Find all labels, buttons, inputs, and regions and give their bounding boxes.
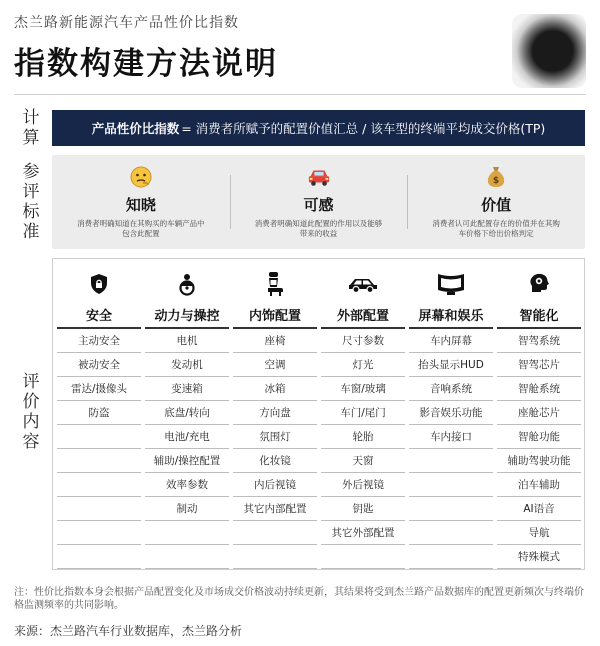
eval-column-safety <box>57 259 141 569</box>
eval-column-power <box>145 259 229 569</box>
table-cell: 内后视镜 <box>233 473 317 497</box>
table-cell: 辅助/操控配置 <box>145 449 229 473</box>
formula-bar <box>52 110 585 146</box>
criterion-awareness <box>52 155 230 249</box>
table-cell: 轮胎 <box>321 425 405 449</box>
thinking-face-icon <box>129 165 153 189</box>
shield-lock-icon <box>57 259 141 301</box>
table-cell <box>321 545 405 569</box>
table-cell <box>409 449 493 473</box>
formula-term: 产品性价比指数 <box>91 121 180 136</box>
table-cell: AI语音 <box>497 497 581 521</box>
table-cell <box>57 425 141 449</box>
section-label-char: 容 <box>22 432 40 452</box>
table-cell: 天窗 <box>321 449 405 473</box>
table-cell: 被动安全 <box>57 353 141 377</box>
table-cell: 座椅 <box>233 329 317 353</box>
header-divider <box>14 94 586 95</box>
table-cell: 车窗/玻璃 <box>321 377 405 401</box>
section-label-char: 价 <box>22 392 40 412</box>
screen-icon <box>409 259 493 301</box>
section-label-char: 标 <box>22 202 40 222</box>
section-label-char: 准 <box>22 222 40 242</box>
section-label-char: 计 <box>22 108 40 128</box>
table-cell: 智驾系统 <box>497 329 581 353</box>
eval-column-intelligence <box>497 259 581 569</box>
criterion-desc: 消费者认可此配置存在的价值并在其购车价格下给出价格判定 <box>432 219 560 238</box>
table-cell: 防盗 <box>57 401 141 425</box>
car-seat-icon <box>233 259 317 301</box>
formula-text: = 消费者所赋予的配置价值汇总 / 该车型的终端平均成交价格(TP) <box>181 121 546 136</box>
table-cell: 车内屏幕 <box>409 329 493 353</box>
column-header: 屏幕和娱乐 <box>409 301 493 329</box>
table-cell: 其它外部配置 <box>321 521 405 545</box>
brand-logo <box>512 14 586 88</box>
car-side-icon <box>321 259 405 301</box>
table-cell: 制动 <box>145 497 229 521</box>
page-subtitle: 杰兰路新能源汽车产品性价比指数 <box>14 15 239 31</box>
table-cell: 车内接口 <box>409 425 493 449</box>
criterion-title: 价值 <box>481 196 512 214</box>
table-cell <box>409 497 493 521</box>
criterion-title: 可感 <box>303 196 334 214</box>
table-cell: 氛围灯 <box>233 425 317 449</box>
table-cell: 发动机 <box>145 353 229 377</box>
table-cell <box>233 545 317 569</box>
table-cell <box>57 449 141 473</box>
driver-wheel-icon <box>145 259 229 301</box>
section-label-char: 参 <box>22 162 40 182</box>
eval-column-screen <box>409 259 493 569</box>
table-cell <box>409 473 493 497</box>
table-cell <box>409 545 493 569</box>
table-cell: 智驾芯片 <box>497 353 581 377</box>
eval-column-interior <box>233 259 317 569</box>
section-label-char: 评 <box>22 372 40 392</box>
section-label-char: 算 <box>22 128 40 148</box>
section-label-criteria <box>14 160 48 244</box>
table-cell: 外后视镜 <box>321 473 405 497</box>
section-label-eval <box>14 370 48 454</box>
table-cell: 灯光 <box>321 353 405 377</box>
column-header: 智能化 <box>497 301 581 329</box>
table-cell: 电机 <box>145 329 229 353</box>
table-cell <box>57 545 141 569</box>
table-cell <box>57 473 141 497</box>
table-cell: 效率参数 <box>145 473 229 497</box>
table-cell: 其它内部配置 <box>233 497 317 521</box>
footnote: 注：性价比指数本身会根据产品配置变化及市场成交价格波动持续更新，其结果将受到杰兰路产品数据库的配置更新频次与终端价格监测频率的共同影响。 <box>14 587 584 611</box>
ai-head-icon <box>497 259 581 301</box>
table-cell: 主动安全 <box>57 329 141 353</box>
table-cell <box>145 545 229 569</box>
header <box>0 0 600 100</box>
table-cell <box>409 521 493 545</box>
table-cell: 辅助驾驶功能 <box>497 449 581 473</box>
table-cell: 电池/充电 <box>145 425 229 449</box>
table-cell: 冰箱 <box>233 377 317 401</box>
table-cell: 特殊模式 <box>497 545 581 569</box>
table-cell: 空调 <box>233 353 317 377</box>
table-cell <box>57 497 141 521</box>
table-cell: 尺寸参数 <box>321 329 405 353</box>
criteria-panel <box>52 155 585 249</box>
source-line: 来源：杰兰路汽车行业数据库，杰兰路分析 <box>14 624 243 638</box>
table-cell: 化妆镜 <box>233 449 317 473</box>
evaluation-table <box>52 258 585 570</box>
criterion-desc: 消费者明确知道此配置的作用以及能够带来的收益 <box>254 219 383 238</box>
column-header: 动力与操控 <box>145 301 229 329</box>
section-label-calc <box>14 108 48 148</box>
criterion-perception <box>230 155 408 249</box>
table-cell: 方向盘 <box>233 401 317 425</box>
money-bag-icon <box>484 165 508 189</box>
eval-column-exterior <box>321 259 405 569</box>
table-cell: 抬头显示HUD <box>409 353 493 377</box>
column-header: 内饰配置 <box>233 301 317 329</box>
table-cell <box>145 521 229 545</box>
svg-text:$: $ <box>493 176 500 186</box>
table-cell: 座舱芯片 <box>497 401 581 425</box>
table-cell: 雷达/摄像头 <box>57 377 141 401</box>
table-cell <box>233 521 317 545</box>
table-cell: 变速箱 <box>145 377 229 401</box>
table-cell: 泊车辅助 <box>497 473 581 497</box>
criterion-value <box>407 155 585 249</box>
criterion-desc: 消费者明确知道在其购买的车辆产品中包含此配置 <box>77 219 205 238</box>
column-header: 安全 <box>57 301 141 329</box>
column-header: 外部配置 <box>321 301 405 329</box>
page-title: 指数构建方法说明 <box>14 46 278 82</box>
table-cell: 音响系统 <box>409 377 493 401</box>
table-cell: 钥匙 <box>321 497 405 521</box>
table-cell: 智舱功能 <box>497 425 581 449</box>
table-cell: 车门/尾门 <box>321 401 405 425</box>
table-cell <box>57 521 141 545</box>
table-cell: 导航 <box>497 521 581 545</box>
section-label-char: 内 <box>22 412 40 432</box>
car-icon <box>307 165 331 189</box>
criterion-title: 知晓 <box>125 196 156 214</box>
table-cell: 智舱系统 <box>497 377 581 401</box>
table-cell: 影音娱乐功能 <box>409 401 493 425</box>
section-label-char: 评 <box>22 182 40 202</box>
table-cell: 底盘/转向 <box>145 401 229 425</box>
